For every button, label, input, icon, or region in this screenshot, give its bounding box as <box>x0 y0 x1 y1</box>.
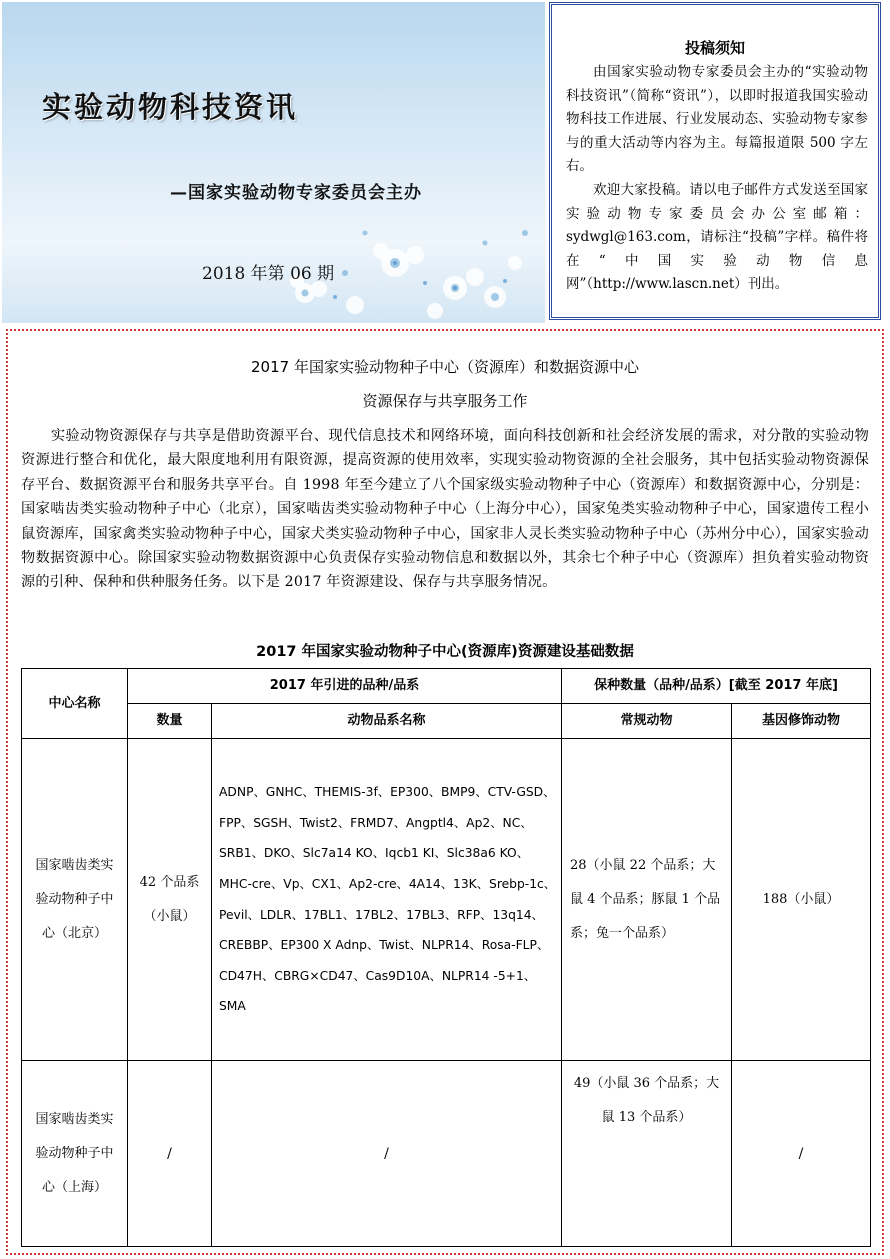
table-header-row <box>22 669 871 704</box>
header-preserved: 保种数量（品种/品系）[截至 2017 年底] <box>562 669 871 704</box>
cell-center-name: 国家啮齿类实验动物种子中心（上海） <box>22 1061 128 1247</box>
notice-body <box>566 61 868 297</box>
header-banner <box>2 2 545 323</box>
cell-count: 42 个品系（小鼠） <box>128 739 212 1061</box>
notice-paragraph: 欢迎大家投稿。请以电子邮件方式发送至国家实验动物专家委员会办公室邮箱：sydwgl@163.com，请标注“投稿”字样。稿件将在“中国实验动物信息网”（http://www.lascn.net）刊出。 <box>566 181 868 293</box>
header-gm: 基因修饰动物 <box>732 704 871 739</box>
header-strain-names: 动物品系名称 <box>212 704 562 739</box>
cell-center-name: 国家啮齿类实验动物种子中心（北京） <box>22 739 128 1061</box>
notice-paragraph: 由国家实验动物专家委员会主办的“实验动物科技资讯”（简称“资讯”），以即时报道我国实验动物科技工作进展、行业发展动态、实验动物专家参与的重大活动等内容为主。每篇报道限 500 字左右。 <box>566 64 868 175</box>
resource-table <box>21 668 871 1247</box>
table-row <box>22 1061 871 1247</box>
table-row <box>22 739 871 1061</box>
cell-regular: 49（小鼠 36 个品系；大鼠 13 个品系） <box>562 1061 732 1247</box>
cell-gm: / <box>732 1061 871 1247</box>
notice-title: 投稿须知 <box>684 39 745 57</box>
floral-decoration <box>245 193 545 323</box>
article-title: 2017 年国家实验动物种子中心（资源库）和数据资源中心 <box>251 358 639 376</box>
header-regular: 常规动物 <box>562 704 732 739</box>
issue-number: 2018 年第 06 期 <box>202 264 335 284</box>
magazine-title: 实验动物科技资讯 <box>42 90 299 124</box>
header-center-name: 中心名称 <box>22 669 128 739</box>
submission-notice <box>549 2 881 320</box>
header-count: 数量 <box>128 704 212 739</box>
table-title: 2017 年国家实验动物种子中心(资源库)资源建设基础数据 <box>256 644 634 660</box>
cell-regular: 28（小鼠 22 个品系；大鼠 4 个品系；豚鼠 1 个品系；兔一个品系） <box>562 739 732 1061</box>
cell-strains: ADNP、GNHC、THEMIS-3f、EP300、BMP9、CTV-GSD、FPP、SGSH、Twist2、FRMD7、Angptl4、Ap2、NC、SRB1、DKO、Slc7a14 KO、Iqcb1 KI、Slc38a6 KO、MHC-cre、Vp、CX1、Ap2-cre、4A14、13K、Srebp-1c、Pevil、LDLR、17BL1、17BL2、17BL3、RFP、13q14、CREBBP、EP300 X Adnp、Twist、NLPR14、Rosa-FLP、CD47H、CBRG×CD47、Cas9D10A、NLPR14 -5+1、SMA <box>212 739 562 1061</box>
header-introduced: 2017 年引进的品种/品系 <box>128 669 562 704</box>
table-header-row <box>22 704 871 739</box>
cell-strains: / <box>212 1061 562 1247</box>
cell-gm: 188（小鼠） <box>732 739 871 1061</box>
cell-count: / <box>128 1061 212 1247</box>
article-body: 实验动物资源保存与共享是借助资源平台、现代信息技术和网络环境，面向科技创新和社会经济发展的需求，对分散的实验动物资源进行整合和优化，最大限度地利用有限资源，提高资源的使用效率，实现实验动物资源的全社会服务，其中包括实验动物资源保存平台、数据资源平台和服务共享平台。自 1998 年至今建立了八个国家级实验动物种子中心（资源库）和数据资源中心，分别是：国家啮齿类实验动物种子中心（北京），国家啮齿类实验动物种子中心（上海分中心），国家兔类实验动物种子中心，国家遗传工程小鼠资源库，国家禽类实验动物种子中心，国家犬类实验动物种子中心，国家非人灵长类实验动物种子中心（苏州分中心），国家实验动物数据资源中心。除国家实验动物数据资源中心负责保存实验动物信息和数据以外，其余七个种子中心（资源库）担负着实验动物资源的引种、保种和供种服务任务。以下是 2017 年资源建设、保存与共享服务情况。 <box>21 428 869 591</box>
magazine-subtitle: —国家实验动物专家委员会主办 <box>170 183 422 203</box>
article-subtitle: 资源保存与共享服务工作 <box>362 392 528 410</box>
